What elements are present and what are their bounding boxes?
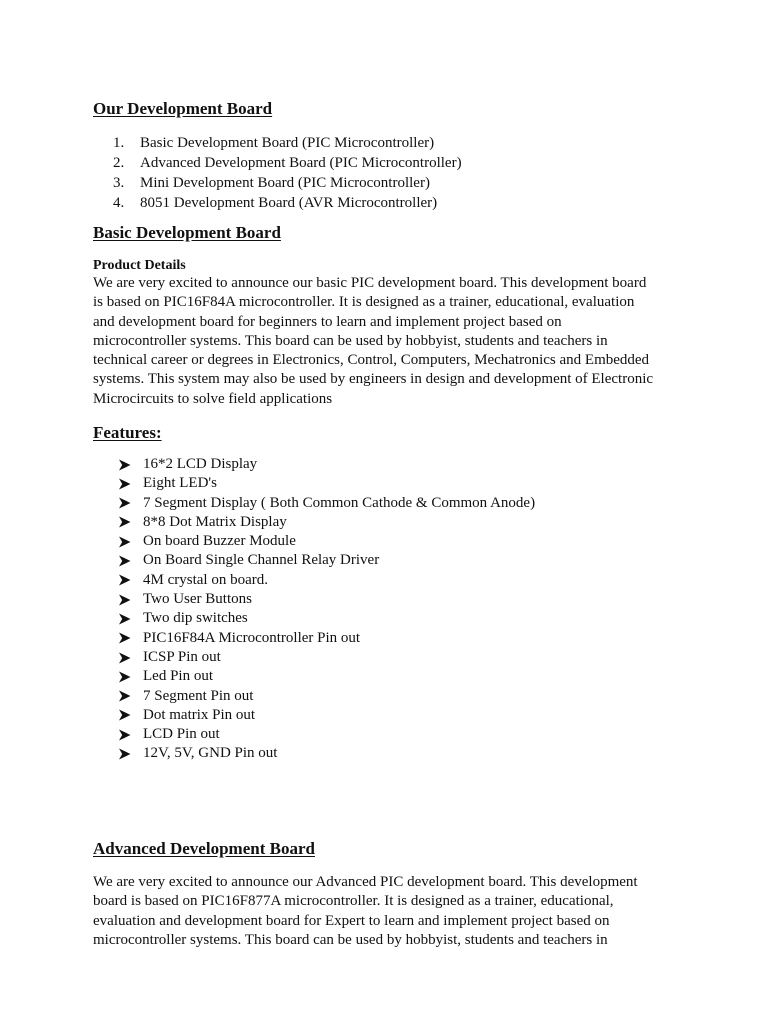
feature-item-text: 7 Segment Display ( Both Common Cathode & Common Anode) bbox=[143, 494, 536, 511]
feature-item bbox=[118, 725, 535, 744]
feature-item-text: PIC16F84A Microcontroller Pin out bbox=[143, 629, 361, 646]
basic-board-description bbox=[93, 274, 693, 409]
arrowhead-bullet-icon bbox=[118, 536, 143, 548]
feature-item bbox=[118, 590, 535, 609]
feature-item bbox=[118, 494, 535, 513]
feature-item bbox=[118, 687, 535, 706]
feature-item-text: Two dip switches bbox=[143, 610, 248, 627]
feature-item-text: Eight LED's bbox=[143, 475, 217, 492]
feature-item bbox=[118, 474, 535, 493]
list-item-number: 1. bbox=[113, 135, 125, 151]
feature-item bbox=[118, 571, 535, 590]
arrowhead-bullet-icon bbox=[118, 459, 143, 471]
heading-features: Features: bbox=[93, 423, 162, 442]
list-item-text: Mini Development Board (PIC Microcontroller) bbox=[140, 175, 430, 191]
paragraph-line: technical career or degrees in Electronics, Control, Computers, Mechatronics and Embedded bbox=[93, 352, 650, 369]
feature-item bbox=[118, 532, 535, 551]
paragraph-line: microcontroller systems. This board can be used by hobbyist, students and teachers in bbox=[93, 931, 608, 948]
feature-item-text: ICSP Pin out bbox=[143, 648, 221, 665]
feature-item-text: 12V, 5V, GND Pin out bbox=[143, 745, 278, 762]
list-item bbox=[113, 193, 462, 213]
list-item bbox=[113, 133, 462, 153]
heading-advanced-development-board: Advanced Development Board bbox=[93, 839, 315, 858]
feature-item-text: Dot matrix Pin out bbox=[143, 706, 256, 723]
paragraph-line: is based on PIC16F84A microcontroller. It is designed as a trainer, educational, evaluation bbox=[93, 294, 635, 311]
feature-item bbox=[118, 551, 535, 570]
paragraph-line: We are very excited to announce our Advanced PIC development board. This development bbox=[93, 874, 638, 890]
paragraph-line: systems. This system may also be used by engineers in design and development of Electronic bbox=[93, 371, 654, 388]
arrowhead-bullet-icon bbox=[118, 748, 143, 760]
list-item-text: 8051 Development Board (AVR Microcontroller) bbox=[140, 195, 438, 211]
arrowhead-bullet-icon bbox=[118, 478, 143, 490]
heading-our-development-board: Our Development Board bbox=[93, 99, 273, 118]
arrowhead-bullet-icon bbox=[118, 652, 143, 664]
arrowhead-bullet-icon bbox=[118, 516, 143, 528]
list-item-text: Advanced Development Board (PIC Microcontroller) bbox=[140, 155, 462, 171]
list-item-text: Basic Development Board (PIC Microcontroller) bbox=[140, 135, 435, 151]
arrowhead-bullet-icon bbox=[118, 709, 143, 721]
feature-item-text: On board Buzzer Module bbox=[143, 533, 296, 550]
feature-item-text: LCD Pin out bbox=[143, 726, 220, 743]
paragraph-line: and development board for beginners to learn and implement project based on bbox=[93, 313, 562, 330]
paragraph-line: We are very excited to announce our basic PIC development board. This development board bbox=[93, 275, 647, 291]
features-list bbox=[118, 455, 535, 764]
heading-basic-development-board: Basic Development Board bbox=[93, 223, 281, 242]
arrowhead-bullet-icon bbox=[118, 574, 143, 586]
feature-item-text: Led Pin out bbox=[143, 668, 213, 685]
feature-item-text: Two User Buttons bbox=[143, 591, 252, 608]
feature-item-text: On Board Single Channel Relay Driver bbox=[143, 552, 380, 569]
feature-item-text: 8*8 Dot Matrix Display bbox=[143, 513, 287, 530]
board-list bbox=[113, 133, 462, 213]
subheading-product-details: Product Details bbox=[93, 258, 186, 273]
feature-item bbox=[118, 706, 535, 725]
arrowhead-bullet-icon bbox=[118, 632, 143, 644]
arrowhead-bullet-icon bbox=[118, 594, 143, 606]
advanced-board-description bbox=[93, 873, 693, 950]
arrowhead-bullet-icon bbox=[118, 613, 143, 625]
list-item bbox=[113, 153, 462, 173]
arrowhead-bullet-icon bbox=[118, 690, 143, 702]
feature-item bbox=[118, 744, 535, 763]
feature-item-text: 7 Segment Pin out bbox=[143, 687, 254, 704]
feature-item bbox=[118, 667, 535, 686]
list-item-number: 2. bbox=[113, 155, 125, 171]
feature-item bbox=[118, 513, 535, 532]
paragraph-line: Microcircuits to solve field applications bbox=[93, 390, 333, 407]
list-item-number: 4. bbox=[113, 195, 125, 211]
paragraph-line: microcontroller systems. This board can be used by hobbyist, students and teachers in bbox=[93, 332, 608, 349]
feature-item-text: 4M crystal on board. bbox=[143, 571, 268, 588]
paragraph-line: evaluation and development board for Expert to learn and implement project based on bbox=[93, 912, 610, 929]
arrowhead-bullet-icon bbox=[118, 555, 143, 567]
paragraph-line: board is based on PIC16F877A microcontroller. It is designed as a trainer, educational, bbox=[93, 893, 614, 910]
feature-item bbox=[118, 455, 535, 474]
feature-item bbox=[118, 648, 535, 667]
list-item bbox=[113, 173, 462, 193]
feature-item bbox=[118, 629, 535, 648]
list-item-number: 3. bbox=[113, 175, 125, 191]
arrowhead-bullet-icon bbox=[118, 497, 143, 509]
feature-item bbox=[118, 609, 535, 628]
feature-item-text: 16*2 LCD Display bbox=[143, 456, 258, 472]
arrowhead-bullet-icon bbox=[118, 729, 143, 741]
arrowhead-bullet-icon bbox=[118, 671, 143, 683]
